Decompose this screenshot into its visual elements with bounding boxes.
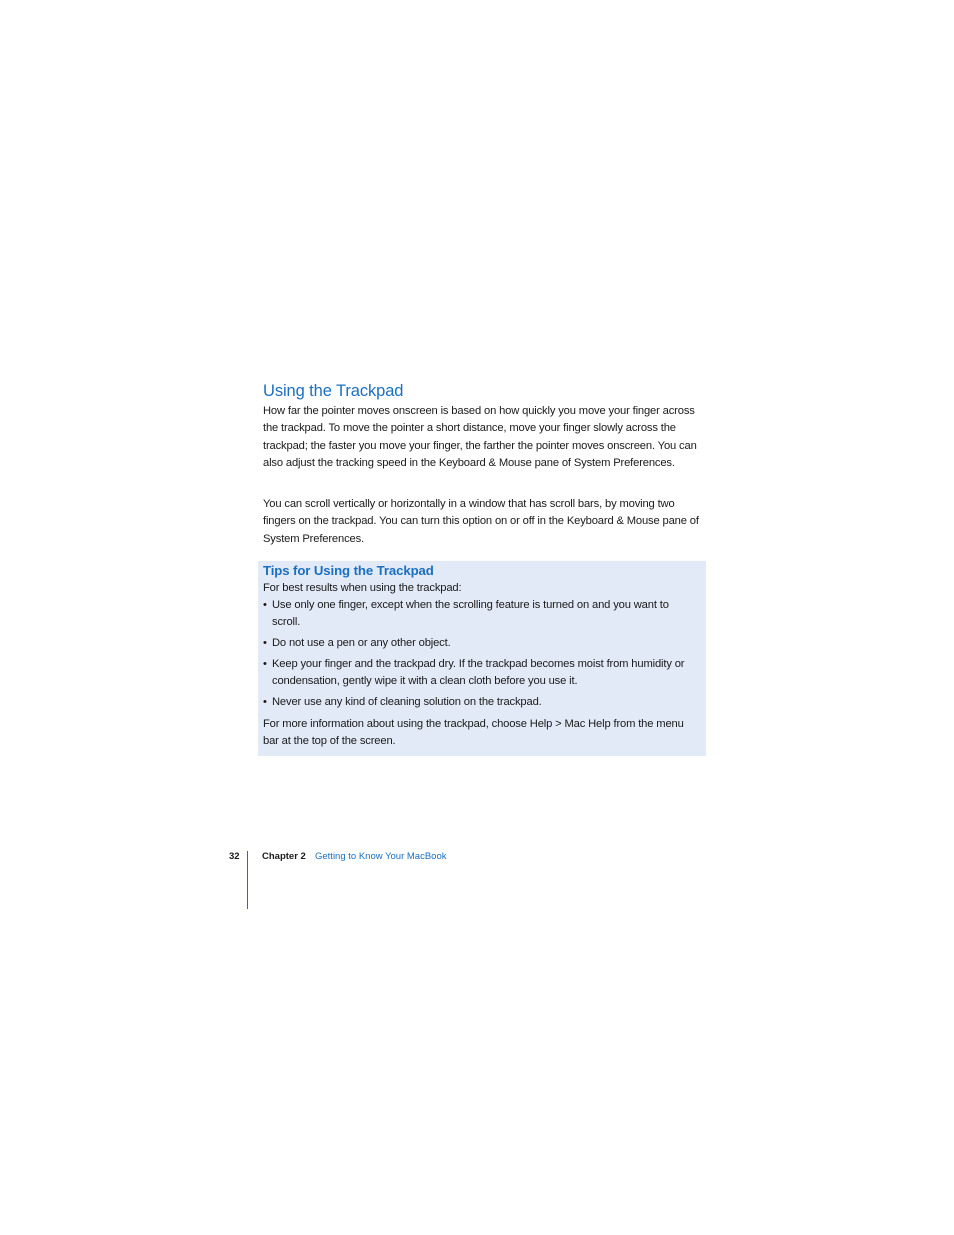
tips-list-item xyxy=(263,597,699,631)
tips-list-item-text: Keep your finger and the trackpad dry. If the trackpad becomes moist from humidity or condensation, gently wipe it with a clean cloth before you use it. xyxy=(272,658,685,687)
tips-list-item-text: Never use any kind of cleaning solution on the trackpad. xyxy=(272,696,542,708)
body-paragraph-scrolling: You can scroll vertically or horizontally in a window that has scroll bars, by moving two fingers on the trackpad. You can turn this option on or off in the Keyboard & Mouse pane of System Preferences. xyxy=(263,498,699,545)
tips-title: Tips for Using the Trackpad xyxy=(263,563,434,578)
tips-footer-note: For more information about using the trackpad, choose Help > Mac Help from the menu bar at the top of the screen. xyxy=(263,718,684,747)
tips-list-item xyxy=(263,656,699,690)
bullet-icon: • xyxy=(263,637,267,649)
footer-divider xyxy=(247,851,248,909)
body-paragraph-pointer-speed: How far the pointer moves onscreen is based on how quickly you move your finger across the trackpad. To move the pointer a short distance, move your finger slowly across the trackpad; the faster you move your finger, the farther the pointer moves onscreen. You can also adjust the tracking speed in the Keyboard & Mouse pane of System Preferences. xyxy=(263,405,697,469)
chapter-title: Getting to Know Your MacBook xyxy=(315,851,447,862)
bullet-icon: • xyxy=(263,696,267,708)
tips-intro: For best results when using the trackpad: xyxy=(263,582,462,594)
tips-list-item-text: Do not use a pen or any other object. xyxy=(272,637,451,649)
bullet-icon: • xyxy=(263,658,267,670)
tips-list-item xyxy=(263,635,699,652)
page-number: 32 xyxy=(229,851,240,862)
tips-list xyxy=(263,597,699,715)
section-title: Using the Trackpad xyxy=(263,382,404,400)
tips-box xyxy=(258,561,706,756)
bullet-icon: • xyxy=(263,599,267,611)
tips-list-item xyxy=(263,694,699,711)
tips-list-item-text: Use only one finger, except when the scrolling feature is turned on and you want to scroll. xyxy=(272,599,669,628)
chapter-label: Chapter 2 xyxy=(262,851,306,862)
